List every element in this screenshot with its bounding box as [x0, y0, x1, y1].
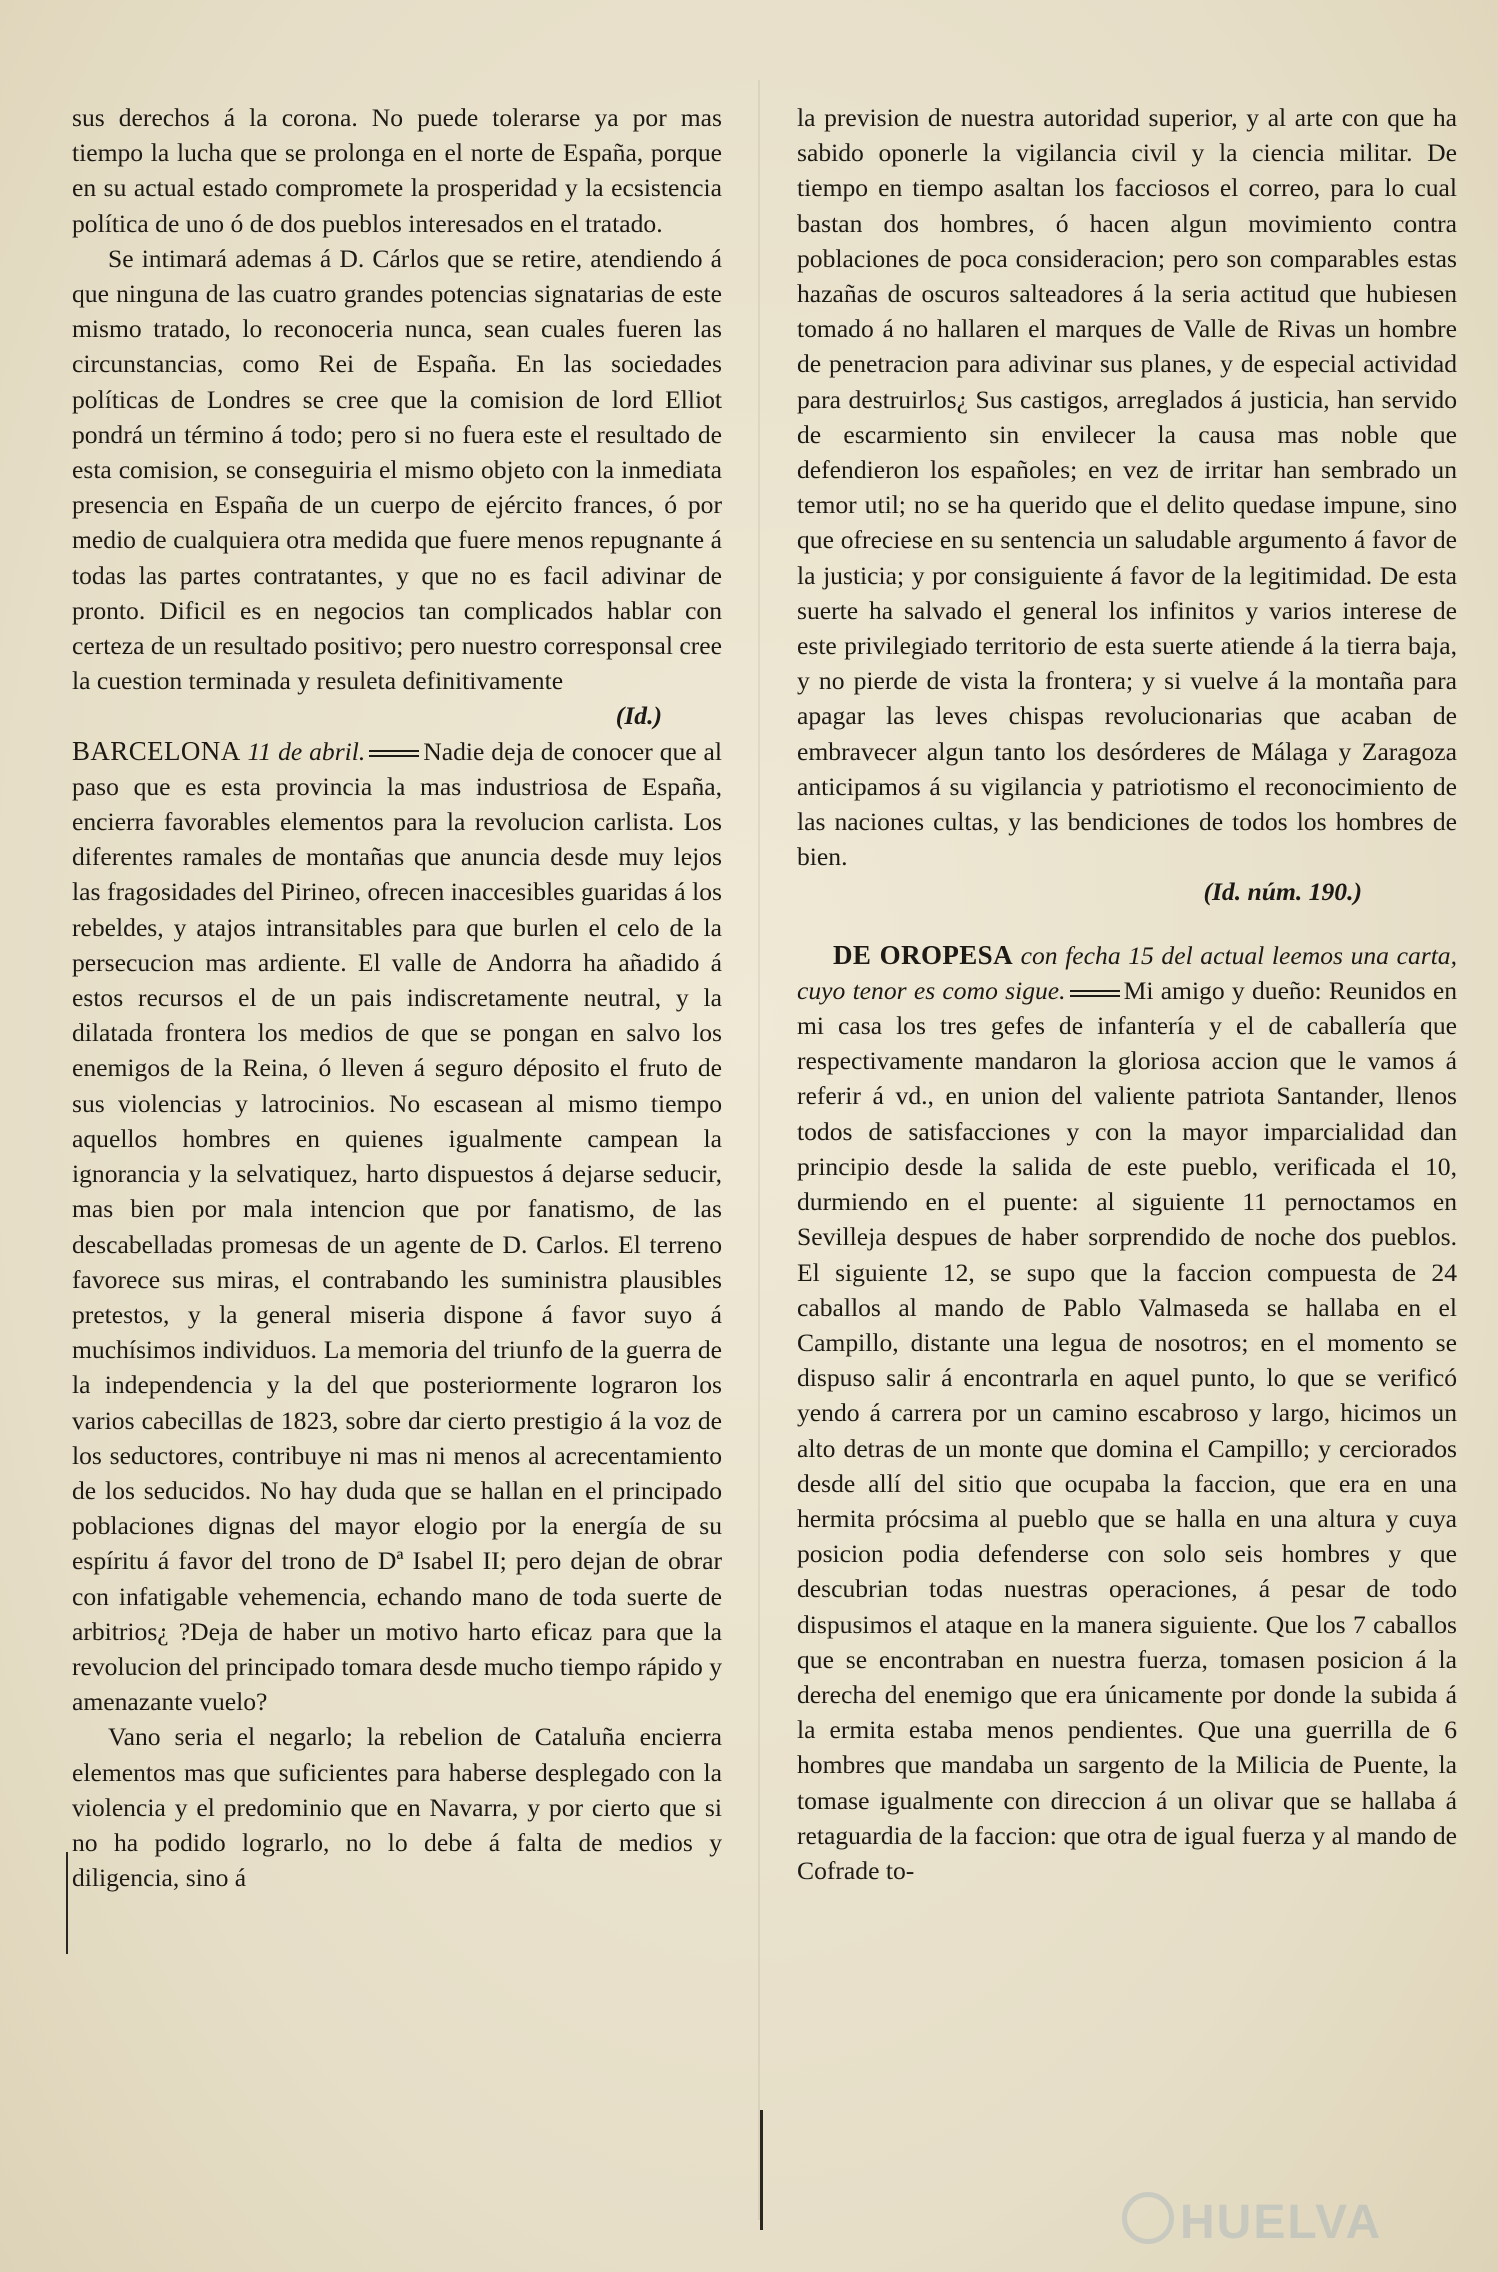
- left-paragraph-2: Se intimará ademas á D. Cárlos que se retire, atendiendo á que ninguna de las cuatro grandes potencias signatarias de este mismo tratado, lo reconoceria nunca, sean cuales fueren las circunstancias, como Rei de España. En las sociedades políticas de Londres se cree que la comision de lord Elliot pondrá un término á todo; pero si no fuera este el resultado de esta comision, se conseguiria el mismo objeto con la inmediata presencia en España de un cuerpo de ejército frances, ó por medio de cualquiera otra medida que fuere menos repugnante á todas las partes contratantes, y que no es facil adivinar de pronto. Dificil es en negocios tan complicados hablar con certeza de un resultado positivo; pero nuestro corresponsal cree la cuestion terminada y resuleta definitivamente: [72, 243, 722, 696]
- section-gap: [797, 910, 1457, 938]
- barcelona-article: [72, 734, 722, 1720]
- right-column: [797, 100, 1457, 1888]
- left-paragraph-1: sus derechos á la corona. No puede tolerarse ya por mas tiempo la lucha que se prolonga en el norte de España, porque en su actual estado compromete la prosperidad y la ecsistencia política de uno ó de dos pueblos interesados en el tratado.: [72, 103, 722, 238]
- oropesa-article: [797, 938, 1457, 1888]
- barcelona-date: 11 de abril.: [247, 736, 366, 766]
- left-paragraph-4: Vano seria el negarlo; la rebelion de Cataluña encierra elementos mas que suficientes para haberse desplegado con la violencia y el predominio que en Navarra, y por cierto que si no ha podido lograrlo, no lo debe á falta de medios y diligencia, sino á: [72, 1722, 722, 1893]
- dash-separator: [369, 750, 419, 757]
- right-paragraph-1: la prevision de nuestra autoridad superior, y al arte con que ha sabido oponerle la vigilancia civil y la ciencia militar. De tiempo en tiempo asaltan los facciosos el correo, para lo cual bastan dos hombres, ó hacen algun movimiento contra poblaciones de poca consideracion; pero son comparables estas hazañas de oscuros salteadores á la seria actitud que hubiesen tomado á no hallaren el marques de Valle de Rivas un hombre de penetracion para adivinar sus planes, y de especial actividad para destruirlos¿ Sus castigos, arreglados á justicia, han servido de escarmiento sin envilecer la causa mas noble que defendieron los españoles; en vez de irritar han sembrado un temor util; no se ha querido que el delito quedase impune, sino que ofreciese en su sentencia un saludable argumento á favor de la justicia; y por consiguiente á favor de la legitimidad. De esta suerte ha salvado el general los infinitos y varios interese de este privilegiado territorio de esta suerte atiende á la tierra baja, y no pierde de vista la frontera; y si vuelve á la montaña para apagar las leves chispas revolucionarias que acaban de embravecer algun tanto los desórderes de Málaga y Zaragoza anticipamos á su vigilancia y patriotismo el reconocimiento de las naciones cultas, y las bendiciones de todos los hombres de bien.: [797, 103, 1457, 872]
- left-source-citation: (Id.): [615, 701, 662, 731]
- archive-watermark: HUELVA: [1180, 2196, 1383, 2249]
- barcelona-heading: BARCELONA: [72, 735, 241, 766]
- oropesa-heading: DE OROPESA: [833, 939, 1013, 970]
- margin-mark: [66, 1852, 68, 1954]
- oropesa-body: Mi amigo y dueño: Reunidos en mi casa los tres gefes de infantería y el de caballería que respectivamente mandaron la gloriosa accion que le vamos á referir á vd., en union del valiente patriota Santander, llenos todos de satisfacciones y con la mayor imparcialidad dan principio desde la salida de este pueblo, verificada el 10, durmiendo en el puente: al siguiente 11 pernoctamos en Sevilleja despues de haber sorprendido de noche dos pueblos. El siguiente 12, se supo que la faccion compuesta de 24 caballos al mando de Pablo Valmaseda se hallaba en el Campillo, distante una legua de nosotros; en el momento se dispuso salir á encontrarla en aquel punto, lo que se verificó yendo á carrera por un camino escabroso y largo, hicimos un alto detras de un monte que domina el Campillo; y cerciorados desde allí del sitio que ocupaba la faccion, que era en una hermita prócsima al pueblo que se halla en una altura y cuya posicion podia defenderse con solo seis hombres y que descubrian todas nuestras operaciones, á pesar de todo dispusimos el ataque en la manera siguiente. Que los 7 caballos que se encontraban en nuestra fuerza, tomasen posicion á la derecha del enemigo que era únicamente por donde la subida á la ermita estaba menos pendientes. Que una guerrilla de 6 hombres que mandaba un sargento de la Milicia de Puente, la tomase igualmente con direccion á un olivar que se hallaba á retaguardia de la faccion: que otra de igual fuerza y al mando de Cofrade to-: [797, 975, 1457, 1885]
- left-column: [72, 100, 722, 1895]
- dash-separator: [1070, 990, 1120, 997]
- bottom-column-rule: [760, 2110, 763, 2230]
- archive-logo-icon: [1122, 2192, 1174, 2244]
- column-gutter: [758, 80, 760, 2220]
- barcelona-body: Nadie deja de conocer que al paso que es esta provincia la mas industriosa de España, encierra favorables elementos para la revolucion carlista. Los diferentes ramales de montañas que anuncia desde muy lejos las fragosidades del Pirineo, ofrecen inaccesibles guaridas á los rebeldes, y atajos intransitables para que burlen el celo de la persecucion mas ardiente. El valle de Andorra ha añadido á estos recursos el de un pais indiscretamente neutral, y la dilatada frontera los medios de que se pongan en salvo los enemigos de la Reina, ó lleven á seguro déposito el fruto de sus violencias y latrocinios. No escasean al mismo tiempo aquellos hombres en quienes igualmente campean la ignorancia y la selvatiquez, harto dispuestos á dejarse seducir, mas bien por mala intencion que por fanatismo, de las descabelladas promesas de un agente de D. Carlos. El terreno favorece sus miras, el contrabando les suministra plausibles pretestos, y la general miseria dispone á favor suyo á muchísimos individuos. La memoria del triunfo de la guerra de la independencia y la del que posteriormente lograron los varios cabecillas de 1823, sobre dar cierto prestigio á la voz de los seductores, contribuye ni mas ni menos al acrecentamiento de los seducidos. No hay duda que se hallan en el principado poblaciones dignas del mayor elogio por la energía de su espíritu á favor del trono de Dª Isabel II; pero dejan de obrar con infatigable vehemencia, echando mano de toda suerte de arbitrios¿ ?Deja de haber un motivo harto eficaz para que la revolucion del principado tomara desde mucho tiempo rápido y amenazante vuelo?: [72, 736, 723, 1717]
- right-source-citation: (Id. núm. 190.): [1203, 877, 1362, 907]
- oropesa-intro: con fecha 15 del actual leemos una carta, cuyo tenor es como sigue.: [797, 940, 1458, 1005]
